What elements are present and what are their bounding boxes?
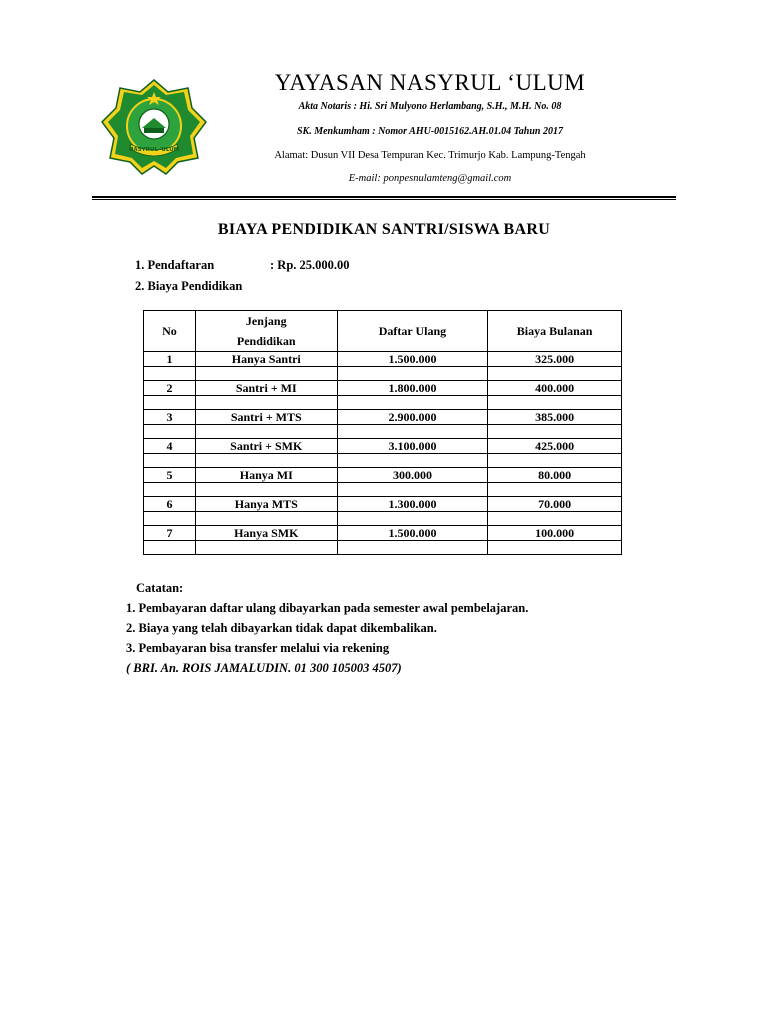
empty-cell xyxy=(488,425,622,439)
empty-cell xyxy=(144,483,196,497)
table-spacer-row xyxy=(144,367,622,381)
note-1: 1. Pembayaran daftar ulang dibayarkan pada semester awal pembelajaran. xyxy=(126,601,529,615)
note-2: 2. Biaya yang telah dibayarkan tidak dapat dikembalikan. xyxy=(126,621,437,635)
empty-cell xyxy=(144,425,196,439)
cell-biaya-bulanan: 400.000 xyxy=(488,381,622,396)
cell-jenjang: Santri + MTS xyxy=(195,410,337,425)
registration-value: : Rp. 25.000.00 xyxy=(270,258,350,272)
cell-no: 4 xyxy=(144,439,196,454)
empty-cell xyxy=(337,367,488,381)
cell-biaya-bulanan: 70.000 xyxy=(488,497,622,512)
cell-jenjang: Hanya SMK xyxy=(195,526,337,541)
table-header-row xyxy=(144,311,622,352)
cell-daftar-ulang: 1.500.000 xyxy=(337,352,488,367)
cell-no: 2 xyxy=(144,381,196,396)
cell-no: 3 xyxy=(144,410,196,425)
empty-cell xyxy=(195,454,337,468)
cell-jenjang: Santri + SMK xyxy=(195,439,337,454)
cell-jenjang: Santri + MI xyxy=(195,381,337,396)
empty-cell xyxy=(488,367,622,381)
empty-cell xyxy=(337,454,488,468)
empty-cell xyxy=(195,425,337,439)
empty-cell xyxy=(488,483,622,497)
header-daftar-ulang: Daftar Ulang xyxy=(337,311,488,352)
table-row xyxy=(144,439,622,454)
header-no: No xyxy=(144,311,196,352)
cell-biaya-bulanan: 425.000 xyxy=(488,439,622,454)
empty-cell xyxy=(337,512,488,526)
empty-cell xyxy=(488,541,622,555)
cell-biaya-bulanan: 325.000 xyxy=(488,352,622,367)
cell-no: 7 xyxy=(144,526,196,541)
table-row xyxy=(144,352,622,367)
svg-text:NASYRUL 'ULUM: NASYRUL 'ULUM xyxy=(128,147,180,153)
empty-cell xyxy=(337,483,488,497)
education-fee-label: 2. Biaya Pendidikan xyxy=(135,279,243,293)
empty-cell xyxy=(488,512,622,526)
empty-cell xyxy=(337,396,488,410)
cell-biaya-bulanan: 385.000 xyxy=(488,410,622,425)
table-row xyxy=(144,410,622,425)
cell-daftar-ulang: 1.300.000 xyxy=(337,497,488,512)
notary-deed: Akta Notaris : Hi. Sri Mulyono Herlambang, S.H., M.H. No. 08 xyxy=(298,101,562,112)
empty-cell xyxy=(488,454,622,468)
cell-jenjang: Hanya Santri xyxy=(195,352,337,367)
empty-cell xyxy=(144,512,196,526)
cell-biaya-bulanan: 100.000 xyxy=(488,526,622,541)
document-title: BIAYA PENDIDIKAN SANTRI/SISWA BARU xyxy=(217,221,551,238)
table-spacer-row xyxy=(144,454,622,468)
table-row xyxy=(144,468,622,483)
cell-no: 1 xyxy=(144,352,196,367)
organization-name: YAYASAN NASYRUL ‘ULUM xyxy=(274,70,586,95)
note-3: 3. Pembayaran bisa transfer melalui via rekening xyxy=(126,641,390,655)
cell-daftar-ulang: 2.900.000 xyxy=(337,410,488,425)
empty-cell xyxy=(144,541,196,555)
table-row xyxy=(144,526,622,541)
header-biaya-bulanan: Biaya Bulanan xyxy=(488,311,622,352)
letterhead-divider xyxy=(92,196,676,200)
ministry-decree: SK. Menkumham : Nomor AHU-0015162.AH.01.04 Tahun 2017 xyxy=(297,126,563,137)
empty-cell xyxy=(144,396,196,410)
registration-label: 1. Pendaftaran xyxy=(135,258,215,272)
cell-jenjang: Hanya MTS xyxy=(195,497,337,512)
empty-cell xyxy=(195,483,337,497)
table-spacer-row xyxy=(144,396,622,410)
empty-cell xyxy=(195,541,337,555)
header-jenjang-line2: Pendidikan xyxy=(236,334,296,348)
email: E-mail: ponpesnulamteng@gmail.com xyxy=(348,173,512,184)
table-spacer-row xyxy=(144,541,622,555)
cell-jenjang: Hanya MI xyxy=(195,468,337,483)
empty-cell xyxy=(195,396,337,410)
empty-cell xyxy=(195,512,337,526)
empty-cell xyxy=(337,425,488,439)
cell-biaya-bulanan: 80.000 xyxy=(488,468,622,483)
registration-fee xyxy=(135,258,350,273)
table-row xyxy=(144,497,622,512)
cell-daftar-ulang: 300.000 xyxy=(337,468,488,483)
foundation-logo-icon xyxy=(100,78,208,176)
table-spacer-row xyxy=(144,483,622,497)
cell-no: 6 xyxy=(144,497,196,512)
header-jenjang xyxy=(195,311,337,352)
fee-table xyxy=(143,310,622,555)
cell-no: 5 xyxy=(144,468,196,483)
table-spacer-row xyxy=(144,512,622,526)
table-spacer-row xyxy=(144,425,622,439)
notes-title: Catatan: xyxy=(136,581,184,595)
bank-account-note: ( BRI. An. ROIS JAMALUDIN. 01 300 105003 4507) xyxy=(126,661,402,675)
cell-daftar-ulang: 3.100.000 xyxy=(337,439,488,454)
empty-cell xyxy=(144,367,196,381)
empty-cell xyxy=(144,454,196,468)
cell-daftar-ulang: 1.500.000 xyxy=(337,526,488,541)
table-row xyxy=(144,381,622,396)
cell-daftar-ulang: 1.800.000 xyxy=(337,381,488,396)
header-jenjang-line1: Jenjang xyxy=(245,314,287,328)
empty-cell xyxy=(488,396,622,410)
address: Alamat: Dusun VII Desa Tempuran Kec. Trimurjo Kab. Lampung-Tengah xyxy=(274,150,586,161)
empty-cell xyxy=(337,541,488,555)
empty-cell xyxy=(195,367,337,381)
